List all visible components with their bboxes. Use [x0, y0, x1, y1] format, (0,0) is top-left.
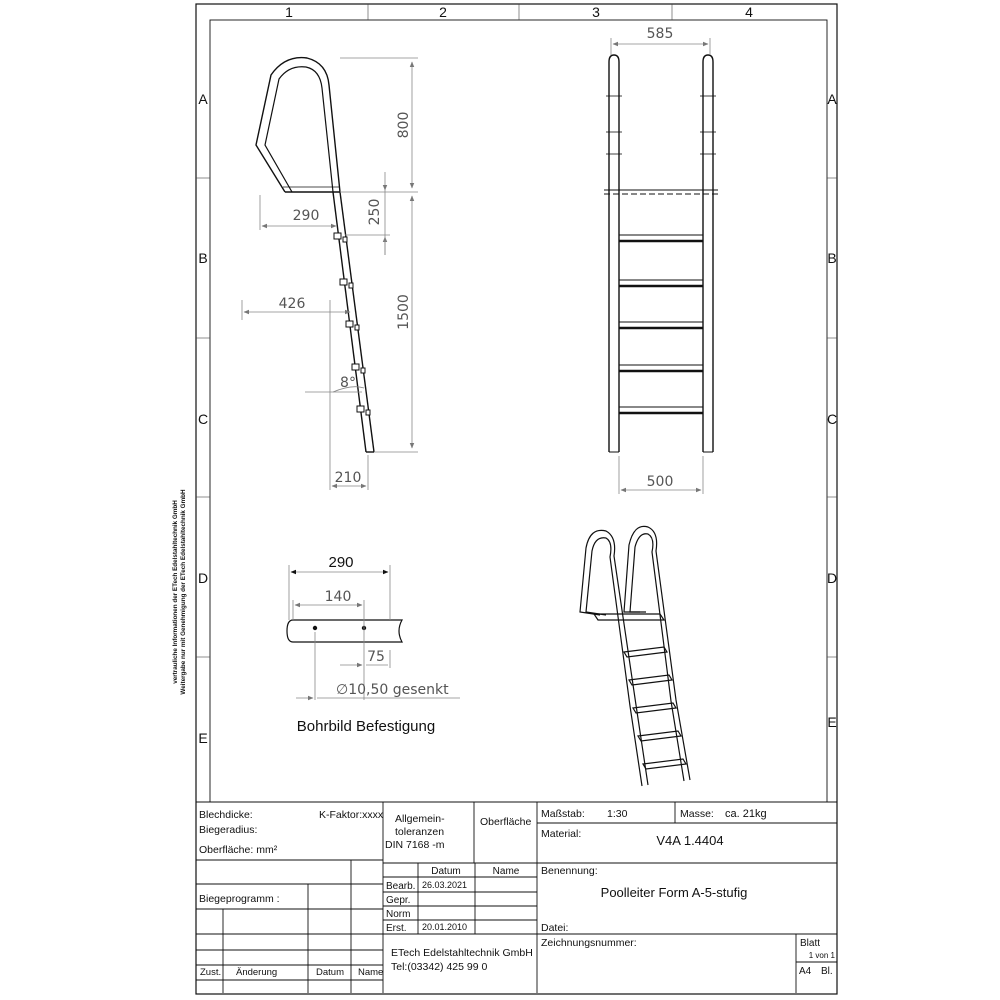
confidentiality-line-1: vertrauliche Informationen der ETech Edelstahltechnik GmbH — [172, 500, 179, 684]
allgemeintoleranzen-line1: Allgemein- — [395, 813, 445, 825]
format-value: A4 — [799, 966, 812, 977]
zeichnungsnummer-label: Zeichnungsnummer: — [541, 937, 637, 949]
dim-hole-diameter: ∅10,50 gesenkt — [336, 682, 449, 698]
dim-side-1500: 1500 — [396, 294, 412, 330]
datei-label: Datei: — [541, 922, 569, 934]
material-value: V4A 1.4404 — [656, 833, 724, 848]
title-block — [196, 802, 837, 993]
row-label-d: D — [197, 570, 209, 586]
biegeprogramm-label: Biegeprogramm : — [199, 893, 280, 905]
column-label-3: 3 — [592, 4, 600, 20]
drawing-frame — [196, 4, 837, 994]
dim-front-500: 500 — [646, 474, 674, 490]
row-label-a-right: A — [827, 91, 837, 107]
dim-side-250: 250 — [367, 198, 383, 226]
erst-label: Erst. — [386, 923, 407, 934]
column-label-1: 1 — [285, 4, 293, 20]
dim-side-angle: 8° — [340, 375, 356, 391]
datum-change-label: Datum — [316, 967, 344, 978]
oberflaeche-label: Oberfläche — [480, 816, 532, 828]
material-label: Material: — [541, 828, 582, 840]
bearb-label: Bearb. — [386, 881, 416, 892]
zust-label: Zust. — [200, 967, 222, 978]
name-change-label: Name — [358, 967, 384, 978]
bearb-date: 26.03.2021 — [422, 880, 468, 890]
blechdicke-label: Blechdicke: — [199, 809, 253, 821]
column-label-2: 2 — [439, 4, 447, 20]
benennung-value: Poolleiter Form A-5-stufig — [600, 885, 748, 900]
row-label-b: B — [198, 250, 208, 266]
datum-header: Datum — [431, 866, 461, 877]
row-label-e-right: E — [827, 714, 837, 730]
allgemeintoleranzen-line3: DIN 7168 -m — [385, 839, 445, 851]
massstab-label: Maßstab: — [541, 808, 585, 820]
dim-hole-290: 290 — [328, 554, 354, 571]
company-name: ETech Edelstahltechnik GmbH — [391, 947, 533, 959]
hole-pattern-caption: Bohrbild Befestigung — [296, 718, 436, 735]
norm-label: Norm — [386, 909, 411, 920]
blatt-value: 1 von 1 — [808, 951, 835, 960]
massstab-value: 1:30 — [607, 808, 628, 820]
masse-value: ca. 21kg — [725, 808, 767, 820]
isometric-view — [580, 526, 690, 786]
erst-date: 20.01.2010 — [422, 922, 468, 932]
dim-side-210: 210 — [334, 470, 362, 486]
dim-hole-75: 75 — [367, 649, 385, 665]
dim-front-585: 585 — [646, 26, 674, 42]
row-label-d-right: D — [826, 570, 838, 586]
side-view — [242, 58, 418, 490]
name-header: Name — [492, 866, 520, 877]
allgemeintoleranzen-line2: toleranzen — [395, 826, 445, 838]
front-view — [604, 26, 718, 494]
blatt-label: Blatt — [800, 938, 821, 949]
dim-side-290: 290 — [292, 208, 320, 224]
aenderung-label: Änderung — [236, 967, 278, 978]
dim-side-426: 426 — [278, 296, 306, 312]
oberflaeche-mm-label: Oberfläche: mm² — [199, 844, 278, 856]
kfaktor-label: K-Faktor:xxxx — [319, 809, 384, 821]
confidentiality-line-2: Weitergabe nur mit Genehmigung der ETech Edelstahltechnik GmbH — [180, 489, 187, 695]
row-label-b-right: B — [827, 250, 837, 266]
bl-label: Bl. — [821, 966, 833, 977]
row-label-c: C — [197, 411, 209, 427]
company-tel: Tel:(03342) 425 99 0 — [391, 961, 488, 973]
confidentiality-note — [172, 489, 187, 695]
biegeradius-label: Biegeradius: — [199, 824, 258, 836]
masse-label: Masse: — [680, 808, 714, 820]
dim-side-800: 800 — [396, 111, 412, 139]
column-label-4: 4 — [745, 4, 753, 20]
row-label-a: A — [198, 91, 208, 107]
hole-pattern-view — [287, 554, 460, 735]
row-label-c-right: C — [826, 411, 838, 427]
gepr-label: Gepr. — [386, 895, 411, 906]
row-label-e: E — [198, 730, 208, 746]
benennung-label: Benennung: — [541, 865, 598, 877]
dim-hole-140: 140 — [324, 589, 352, 605]
